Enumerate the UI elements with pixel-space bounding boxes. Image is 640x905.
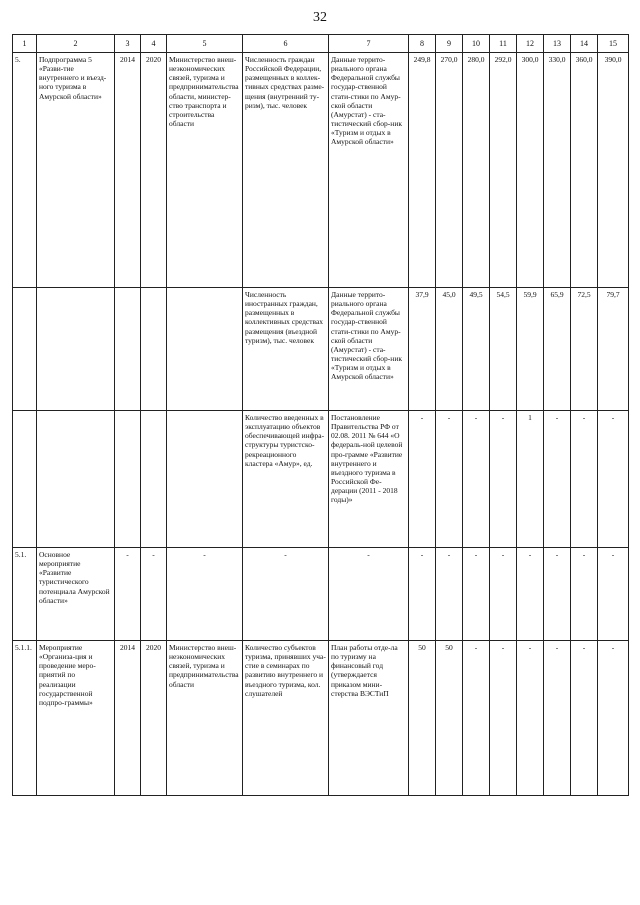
cell-value: 45,0 [436, 288, 463, 411]
column-header: 2 [37, 35, 115, 53]
cell-name [37, 411, 115, 548]
cell-value: 1 [517, 411, 544, 548]
cell-value: - [517, 641, 544, 796]
cell-name: Мероприятие «Организа-ция и проведение меро-приятий по реализации государственной подпро-граммы» [37, 641, 115, 796]
cell-executor: Министерство внеш-неэкономических связей, туризма и предпринимательства области [167, 641, 243, 796]
cell-value: 50 [409, 641, 436, 796]
cell-value: - [544, 641, 571, 796]
column-header: 10 [463, 35, 490, 53]
cell-source: Данные террито-риального органа Федеральной службы государ-ственной стати-стики по Амур-ской области (Амурстат) - ста-тистический сбор-ник «Туризм и отдых в Амурской области» [329, 288, 409, 411]
cell-value: 72,5 [571, 288, 598, 411]
table-row-main-activity-5-1 [13, 548, 629, 641]
cell-value: 360,0 [571, 53, 598, 288]
cell-source: План работы отде-ла по туризму на финансовый год (утверждается приказом мини-стерства ВЭСТиП [329, 641, 409, 796]
cell-source: - [329, 548, 409, 641]
cell-value: - [544, 548, 571, 641]
cell-value: 59,9 [517, 288, 544, 411]
cell-value: 300,0 [517, 53, 544, 288]
cell-start-year: - [115, 548, 141, 641]
table-header [13, 35, 629, 53]
cell-value: - [463, 641, 490, 796]
cell-name: Основное мероприятие «Развитие туристического потенциала Амурской области» [37, 548, 115, 641]
cell-value: 249,8 [409, 53, 436, 288]
cell-executor: Министерство внеш-неэкономических связей, туризма и предпринимательства области, министер-ство транспорта и строительства области [167, 53, 243, 288]
cell-name: Подпрограмма 5 «Разви-тие внутреннего и въезд-ного туризма в Амурской области» [37, 53, 115, 288]
cell-executor [167, 411, 243, 548]
column-header: 6 [243, 35, 329, 53]
cell-value: - [436, 411, 463, 548]
table-row-foreign-tourists [13, 288, 629, 411]
column-number-row [13, 35, 629, 53]
cell-value: 79,7 [598, 288, 629, 411]
column-header: 5 [167, 35, 243, 53]
cell-end-year: 2020 [141, 53, 167, 288]
cell-value: 270,0 [436, 53, 463, 288]
cell-end-year [141, 411, 167, 548]
cell-name [37, 288, 115, 411]
column-header: 11 [490, 35, 517, 53]
cell-indicator: - [243, 548, 329, 641]
cell-value: - [517, 548, 544, 641]
column-header: 8 [409, 35, 436, 53]
cell-value: 37,9 [409, 288, 436, 411]
cell-item-number: 5.1.1. [13, 641, 37, 796]
cell-value: 50 [436, 641, 463, 796]
cell-source: Постановление Правительства РФ от 02.08. 2011 № 644 «О федераль-ной целевой про-грамме «Развитие внутреннего и въездного туризма в Российской Фе-дерации (2011 - 2018 годы)» [329, 411, 409, 548]
table-row-subprogram-5 [13, 53, 629, 288]
column-header: 4 [141, 35, 167, 53]
cell-end-year [141, 288, 167, 411]
cell-value: - [598, 641, 629, 796]
cell-value: - [571, 641, 598, 796]
cell-executor: - [167, 548, 243, 641]
cell-value: - [571, 411, 598, 548]
cell-value: 390,0 [598, 53, 629, 288]
cell-start-year [115, 288, 141, 411]
cell-item-number [13, 411, 37, 548]
cell-value: - [409, 411, 436, 548]
program-indicators-table [12, 34, 629, 796]
column-header: 15 [598, 35, 629, 53]
cell-value: 292,0 [490, 53, 517, 288]
cell-value: - [598, 411, 629, 548]
column-header: 13 [544, 35, 571, 53]
cell-value: - [463, 411, 490, 548]
table-row-infrastructure-objects [13, 411, 629, 548]
cell-source: Данные террито-риального органа Федеральной службы государ-ственной стати-стики по Амур-ской области (Амурстат) - ста-тистический сбор-ник «Туризм и отдых в Амурской области» [329, 53, 409, 288]
cell-value: - [490, 411, 517, 548]
column-header: 9 [436, 35, 463, 53]
cell-value: 49,5 [463, 288, 490, 411]
cell-value: 280,0 [463, 53, 490, 288]
cell-end-year: - [141, 548, 167, 641]
cell-value: - [598, 548, 629, 641]
cell-item-number: 5.1. [13, 548, 37, 641]
cell-value: 65,9 [544, 288, 571, 411]
cell-value: 330,0 [544, 53, 571, 288]
table-body [13, 53, 629, 796]
cell-value: - [544, 411, 571, 548]
cell-indicator: Численность иностранных граждан, размещенных в коллективных средствах размещения (въездной туризм), тыс. человек [243, 288, 329, 411]
cell-value: - [490, 641, 517, 796]
cell-indicator: Количество введенных в эксплуатацию объектов обеспечивающей инфра-структуры туристско-рекреационного кластера «Амур», ед. [243, 411, 329, 548]
column-header: 3 [115, 35, 141, 53]
cell-value: - [436, 548, 463, 641]
column-header: 1 [13, 35, 37, 53]
cell-end-year: 2020 [141, 641, 167, 796]
cell-item-number [13, 288, 37, 411]
cell-value: - [490, 548, 517, 641]
table-row-event-5-1-1 [13, 641, 629, 796]
cell-item-number: 5. [13, 53, 37, 288]
column-header: 12 [517, 35, 544, 53]
cell-value: - [571, 548, 598, 641]
cell-indicator: Численность граждан Российской Федерации, размещенных в коллек-тивных средствах разме-щения (внутренний ту-ризм), тыс. человек [243, 53, 329, 288]
cell-value: 54,5 [490, 288, 517, 411]
cell-start-year: 2014 [115, 53, 141, 288]
column-header: 7 [329, 35, 409, 53]
cell-value: - [463, 548, 490, 641]
cell-value: - [409, 548, 436, 641]
cell-indicator: Количество субъектов туризма, принявших уча-стие в семинарах по развитию внутреннего и въездного туризма, кол. слушателей [243, 641, 329, 796]
cell-start-year: 2014 [115, 641, 141, 796]
page-number: 32 [313, 10, 327, 25]
column-header: 14 [571, 35, 598, 53]
cell-executor [167, 288, 243, 411]
cell-start-year [115, 411, 141, 548]
